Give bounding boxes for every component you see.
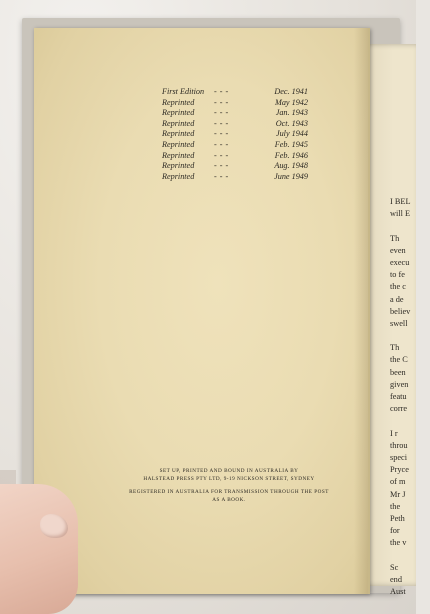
right-page-line: the c [390, 282, 406, 292]
imprint-line-2: HALSTEAD PRESS PTY LTD, 9-19 NICKSON STREET, SYDNEY [143, 476, 315, 482]
right-page-line: given [390, 379, 409, 389]
right-page-line [390, 220, 430, 232]
right-page-line: the C [390, 355, 408, 365]
edition-label: Reprinted [162, 150, 195, 160]
right-page-line: I r [390, 428, 398, 438]
imprint-line-3: REGISTERED IN AUSTRALIA FOR TRANSMISSION THROUGH THE POST [129, 489, 329, 495]
right-page-line: Th [390, 343, 400, 353]
right-page-line: Peth [390, 513, 405, 523]
edition-row [162, 140, 308, 151]
edition-dashes: - - - [214, 97, 229, 107]
edition-date: Oct. 1943 [275, 118, 308, 128]
right-page-line: I BEL [390, 197, 411, 206]
right-page-line [390, 549, 430, 561]
edition-date: June 1949 [274, 171, 308, 181]
right-page-line: believ [390, 306, 411, 316]
edition-date: Feb. 1946 [274, 150, 308, 160]
right-page-line: for [390, 526, 400, 536]
edition-dashes: - - - [214, 108, 229, 118]
right-page-line: will E [390, 209, 411, 219]
right-page-line: Th [390, 233, 400, 243]
right-page-line: the [390, 501, 401, 511]
edition-row [162, 87, 308, 98]
edition-label: Reprinted [162, 108, 195, 118]
edition-row [162, 98, 308, 109]
right-page-line: swell [390, 318, 408, 328]
edition-date: May 1942 [275, 97, 308, 107]
right-page-line: featu [390, 392, 407, 401]
edition-row [162, 172, 308, 183]
imprint-line-4: AS A BOOK. [212, 497, 246, 503]
edition-label: Reprinted [162, 139, 195, 149]
edition-date: Jan. 1943 [275, 108, 308, 118]
edition-dashes: - - - [214, 171, 229, 181]
imprint-line-1: SET UP, PRINTED AND BOUND IN AUSTRALIA BY [159, 468, 299, 474]
right-page-line: execu [390, 257, 410, 267]
right-page-line [390, 415, 430, 427]
edition-date: Aug. 1948 [274, 161, 308, 171]
right-page-line: Mr J [390, 489, 406, 499]
right-page-line: throu [390, 440, 408, 450]
edition-dashes: - - - [214, 161, 229, 171]
right-page-line: of m [390, 477, 406, 487]
edition-label: Reprinted [162, 129, 195, 139]
edition-label: Reprinted [162, 161, 195, 171]
edition-dashes: - - - [214, 87, 229, 96]
edition-label: Reprinted [162, 97, 195, 107]
edition-date: Dec. 1941 [274, 87, 308, 96]
right-page-line: Pryce [390, 465, 409, 475]
printer-imprint [104, 467, 354, 504]
edition-label: First Edition [162, 87, 205, 96]
right-page-line: even [390, 245, 406, 255]
right-page-line [390, 330, 430, 342]
right-page-line: Sc [390, 562, 399, 572]
right-page-line: been [390, 367, 406, 377]
edition-label: Reprinted [162, 118, 195, 128]
edition-dashes: - - - [214, 150, 229, 160]
edition-date: July 1944 [275, 129, 308, 139]
edition-row [162, 151, 308, 162]
edition-dashes: - - - [214, 139, 229, 149]
edition-dashes: - - - [214, 129, 229, 139]
right-page-line: the v [390, 538, 407, 548]
edition-dashes: - - - [214, 118, 229, 128]
edition-row [162, 161, 308, 172]
left-page [34, 28, 370, 594]
right-page-line: speci [390, 452, 408, 462]
right-page-text [390, 196, 430, 598]
right-page-line: a de [390, 294, 404, 304]
edition-row [162, 129, 308, 140]
right-page-line: end [390, 574, 402, 584]
right-page-line: corre [390, 404, 408, 414]
hand [0, 484, 78, 614]
edition-row [162, 119, 308, 130]
edition-history [162, 87, 308, 182]
right-page-line: Aust [390, 587, 406, 596]
edition-label: Reprinted [162, 171, 195, 181]
edition-row [162, 108, 308, 119]
right-page-line: to fe [390, 270, 405, 280]
edition-date: Feb. 1945 [274, 139, 308, 149]
